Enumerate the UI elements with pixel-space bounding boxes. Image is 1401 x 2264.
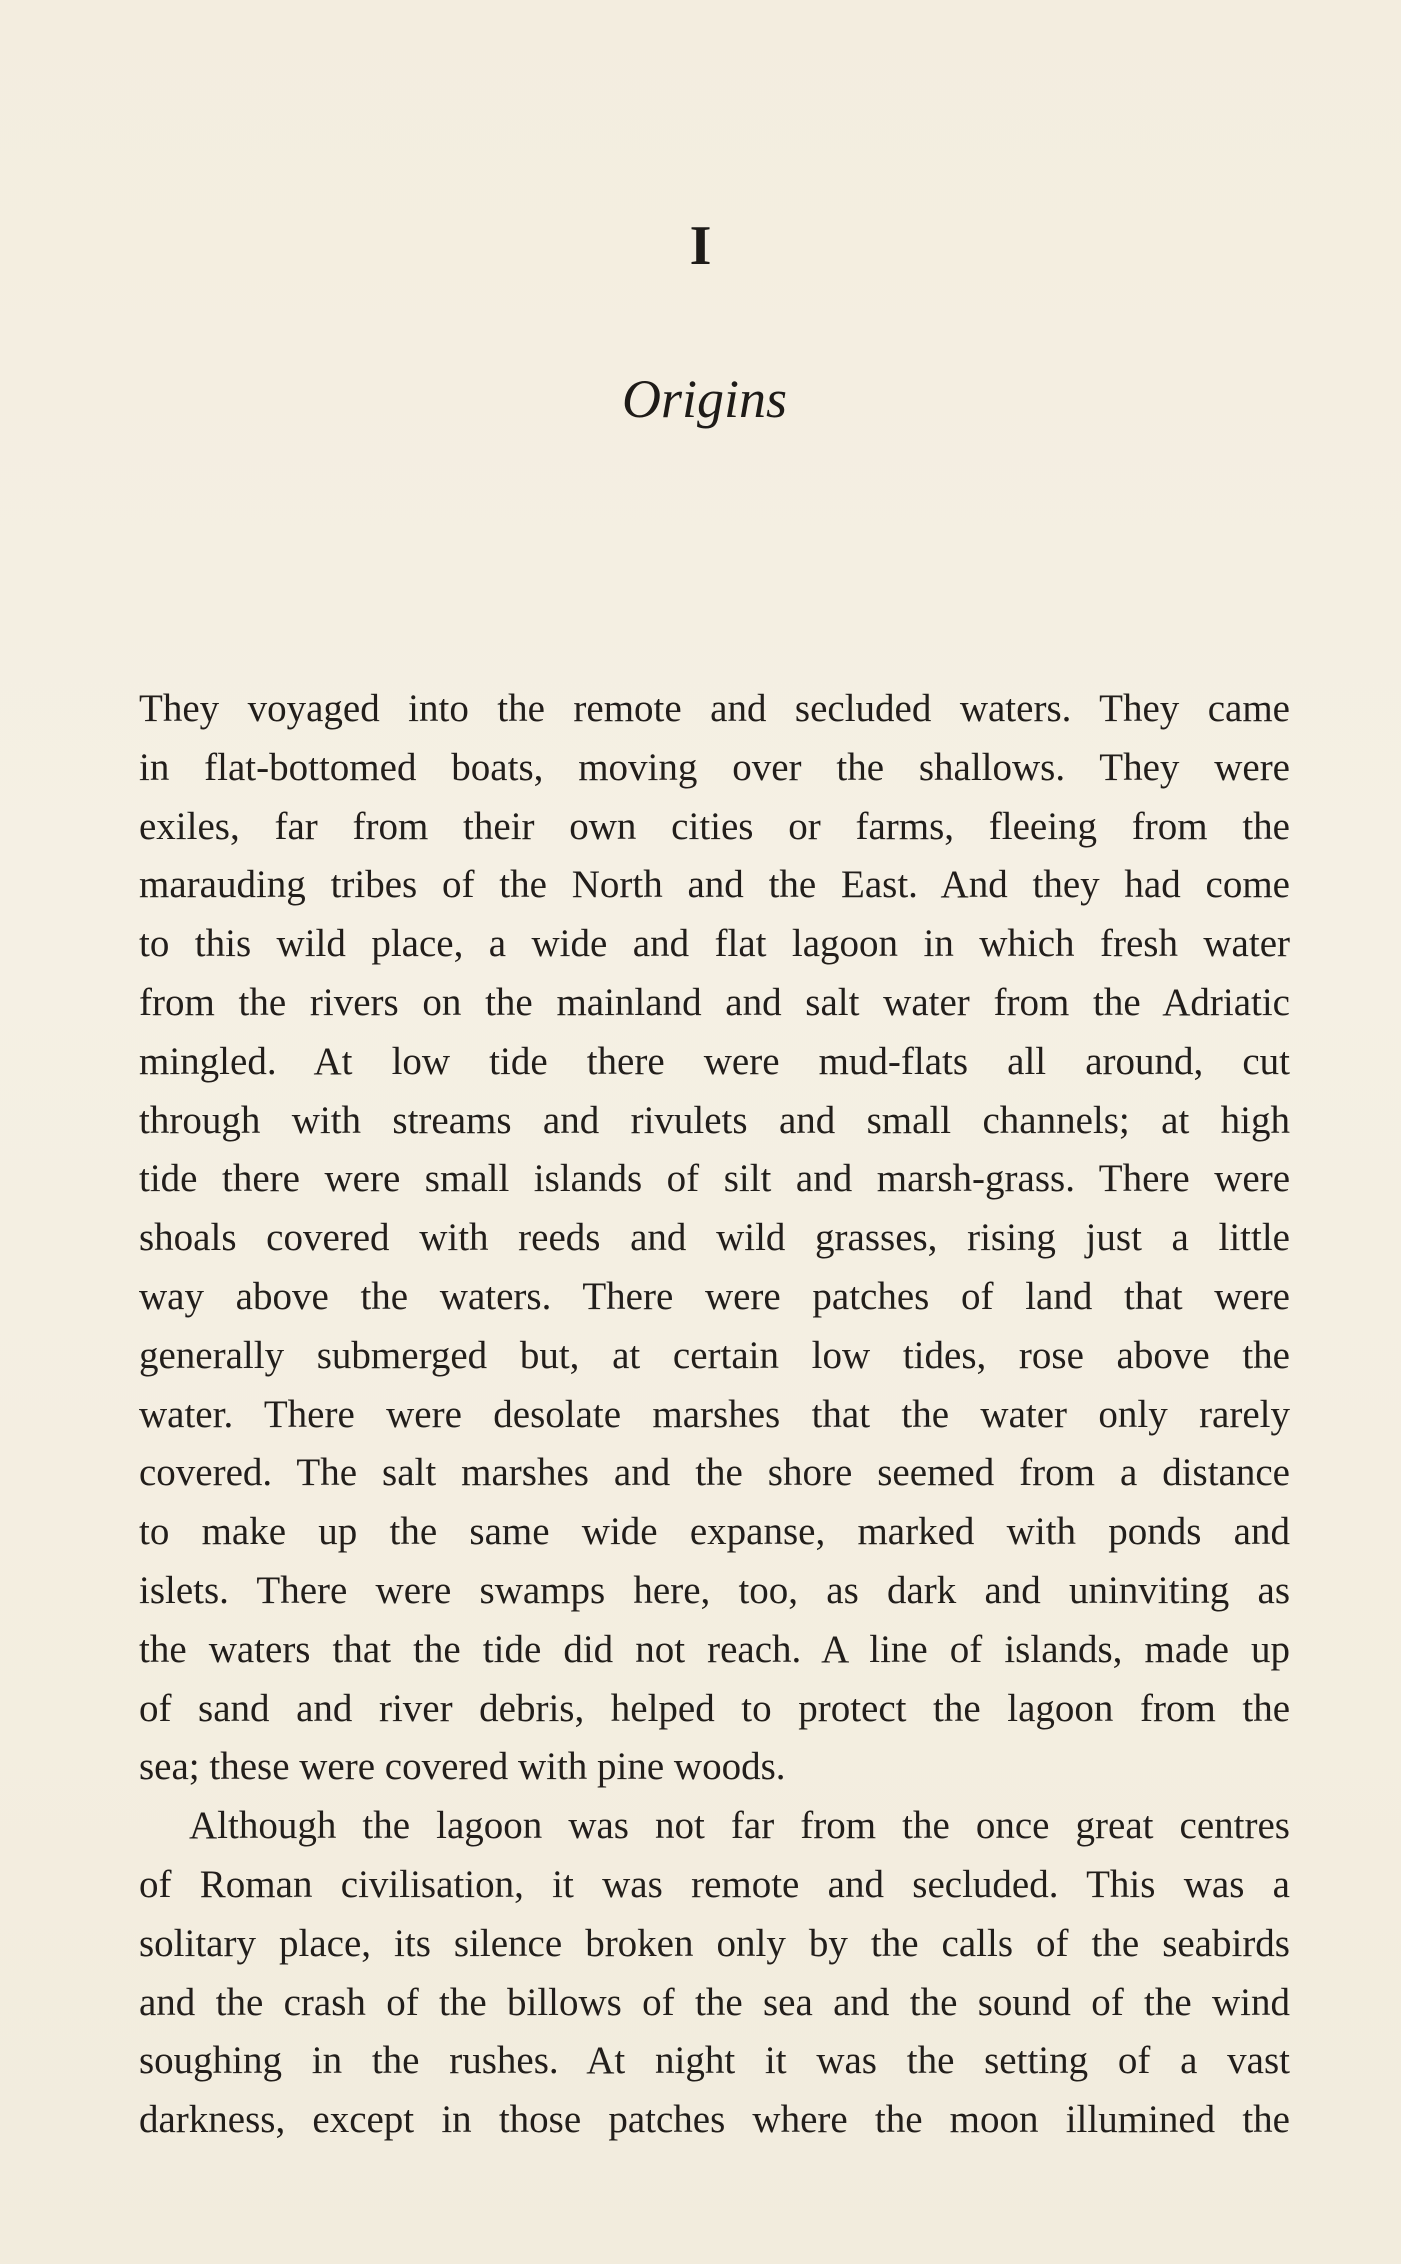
text-line: and the crash of the billows of the sea and the sound of the wind [139, 1980, 1290, 2024]
chapter-title: Origins [621, 369, 788, 429]
text-line: covered. The salt marshes and the shore seemed from a distance [139, 1451, 1290, 1495]
text-line: to this wild place, a wide and flat lagoon in which fresh water [139, 922, 1290, 966]
text-line: exiles, far from their own cities or farms, fleeing from the [139, 804, 1290, 848]
chapter-number: I [689, 215, 712, 277]
text-line: to make up the same wide expanse, marked with ponds and [139, 1510, 1290, 1554]
text-line: of sand and river debris, helped to protect the lagoon from the [139, 1686, 1290, 1730]
text-line: soughing in the rushes. At night it was the setting of a vast [139, 2039, 1290, 2083]
text-line: solitary place, its silence broken only by the calls of the seabirds [139, 1921, 1290, 1965]
text-line: in flat-bottomed boats, moving over the shallows. They were [139, 745, 1290, 789]
text-line: darkness, except in those patches where the moon illumined the [139, 2098, 1290, 2142]
text-line: generally submerged but, at certain low tides, rose above the [139, 1333, 1290, 1377]
text-line: marauding tribes of the North and the East. And they had come [139, 863, 1290, 907]
text-line: water. There were desolate marshes that the water only rarely [139, 1392, 1290, 1436]
text-line: from the rivers on the mainland and salt water from the Adriatic [139, 980, 1290, 1024]
paragraph-1 [139, 680, 1290, 1797]
text-line: islets. There were swamps here, too, as dark and uninviting as [139, 1568, 1290, 1612]
text-line: through with streams and rivulets and small channels; at high [139, 1098, 1290, 1142]
body-text [139, 680, 1290, 2150]
text-line: of Roman civilisation, it was remote and secluded. This was a [139, 1862, 1290, 1906]
text-line: sea; these were covered with pine woods. [139, 1745, 786, 1789]
text-line: tide there were small islands of silt and marsh-grass. There were [139, 1157, 1290, 1201]
text-line: Although the lagoon was not far from the once great centres [189, 1804, 1290, 1848]
text-line: shoals covered with reeds and wild grasses, rising just a little [139, 1216, 1290, 1260]
text-line: the waters that the tide did not reach. A line of islands, made up [139, 1627, 1290, 1671]
text-line: They voyaged into the remote and secluded waters. They came [139, 687, 1290, 730]
text-line: mingled. At low tide there were mud-flats all around, cut [139, 1039, 1290, 1083]
text-line: way above the waters. There were patches of land that were [139, 1274, 1290, 1318]
paragraph-2 [139, 1797, 1290, 2150]
